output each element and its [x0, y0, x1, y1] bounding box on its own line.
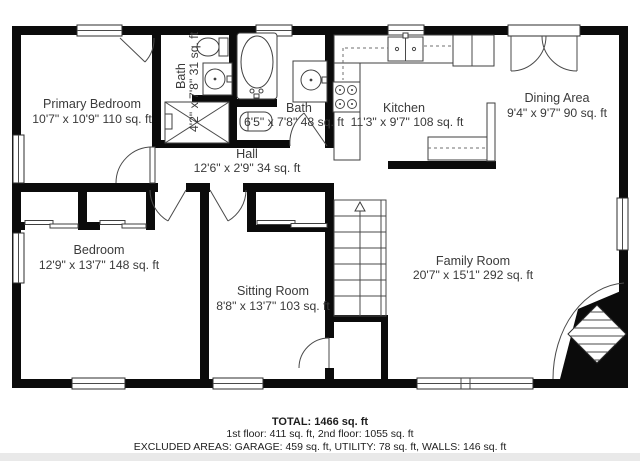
- bathtub: [237, 33, 277, 99]
- floor-areas-text: 1st floor: 411 sq. ft, 2nd floor: 1055 sq. ft: [226, 428, 414, 440]
- staircase: [334, 200, 386, 316]
- window-primary-top: [77, 25, 122, 36]
- dining-double-doors: [511, 36, 577, 71]
- stove: [333, 82, 360, 112]
- label-bath: Bath: [286, 101, 312, 115]
- label-family-room: Family Room: [435, 254, 511, 268]
- fireplace: [553, 283, 636, 379]
- kitchen-sink: [388, 33, 423, 61]
- label-primary-bedroom: Primary Bedroom: [43, 97, 141, 111]
- window-bedroom-bottom: [72, 378, 125, 389]
- dims-kitchen: 11'3" x 9'7" 108 sq. ft: [350, 115, 464, 129]
- label-dining-area: Dining Area: [524, 91, 590, 105]
- bath-small-door: [120, 38, 154, 62]
- window-primary-left: [13, 135, 24, 183]
- dining-patio-opening: [508, 25, 580, 36]
- dims-sitting-room: 8'8" x 13'7" 103 sq. ft: [216, 299, 330, 313]
- total-area-text: TOTAL: 1466 sq. ft: [271, 416, 369, 428]
- dims-family-room: 20'7" x 15'1" 292 sq. ft: [412, 268, 534, 282]
- dims-dining-area: 9'4" x 9'7" 90 sq. ft: [506, 106, 608, 120]
- dims-bath-small: 4'2" x 7'8" 31 sq. ft: [187, 31, 201, 133]
- area-summary: [0, 412, 640, 453]
- dims-bedroom: 12'9" x 13'7" 148 sq. ft: [38, 258, 160, 272]
- hall-bedroom-door: [150, 190, 186, 221]
- dims-primary-bedroom: 10'7" x 10'9" 110 sq. ft: [32, 112, 152, 126]
- window-family-bottom: [417, 378, 533, 389]
- label-kitchen: Kitchen: [382, 101, 426, 115]
- excluded-areas-text: EXCLUDED AREAS: GARAGE: 459 sq. ft, UTILITY: 78 sq. ft, WALLS: 146 sq. ft: [133, 440, 507, 453]
- vanity-sink: [293, 61, 327, 102]
- label-hall: Hall: [236, 147, 258, 161]
- bottom-strip: [0, 453, 640, 461]
- label-sitting-room: Sitting Room: [236, 284, 310, 298]
- kitchen-fixtures: [333, 33, 495, 161]
- primary-bedroom-door: [116, 147, 155, 183]
- refrigerator: [453, 35, 494, 66]
- window-bedroom-left: [13, 233, 24, 283]
- hall-sitting-door: [210, 190, 246, 221]
- bedroom-closets: [12, 192, 155, 230]
- window-family-right: [617, 198, 628, 250]
- sitting-room-closet: [247, 192, 334, 232]
- label-bath-small: Bath: [174, 63, 188, 89]
- dims-bath: 6'5" x 7'8" 48 sq. ft: [243, 115, 345, 129]
- window-sitting-bottom: [213, 378, 263, 389]
- stairs-up-arrow-icon: [355, 202, 365, 211]
- bar-counter: [428, 103, 495, 161]
- dims-hall: 12'6" x 2'9" 34 sq. ft: [193, 161, 301, 175]
- label-bedroom: Bedroom: [73, 243, 125, 257]
- understair-closet-door: [299, 338, 329, 368]
